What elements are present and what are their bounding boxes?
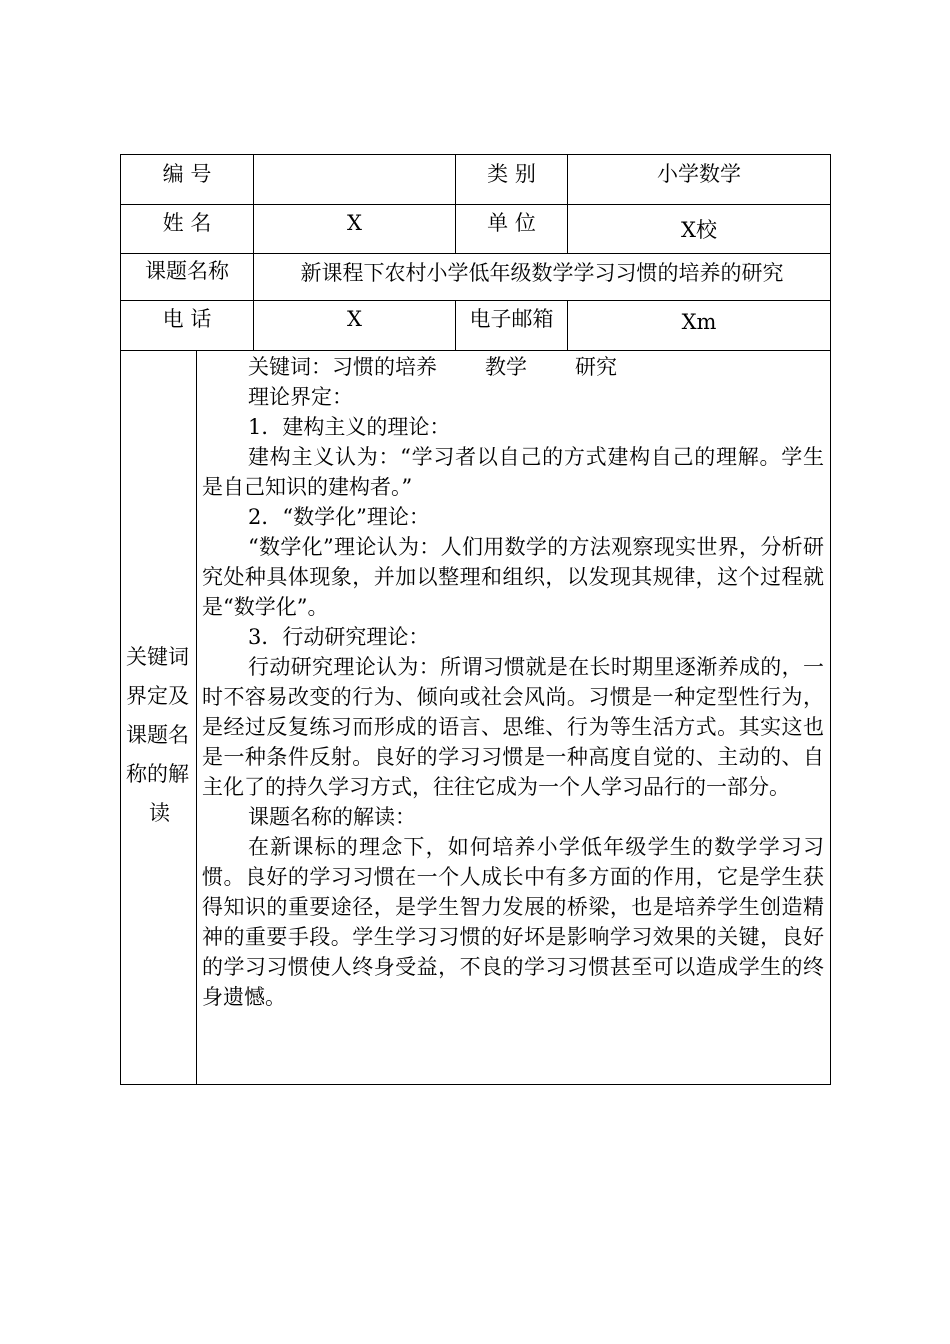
phone-value (254, 303, 455, 335)
section-label-line: 读 (149, 801, 170, 825)
table-border-left (120, 154, 121, 1085)
interpretation-heading: 课题名称的解读： (248, 805, 416, 829)
label-unit (456, 207, 567, 239)
section-label-line: 称的解 (126, 762, 189, 786)
label-category (456, 158, 567, 190)
label-phone-text: 电 话 (162, 306, 212, 331)
table-col-divider (196, 350, 197, 1085)
label-topic (121, 255, 253, 287)
math-paragraph: “数学化”理论认为：人们用数学的方法观察现实世界，分析研究处种具体现象，并加以整理和组织，以发现其规律，这个过程就是“数学化”。 (202, 535, 824, 619)
email-value (568, 306, 830, 338)
constructivism-paragraph: 建构主义认为：“学习者以自己的方式建构自己的理解。学生是自己知识的建构者。” (202, 445, 824, 499)
label-topic-text: 课题名称 (145, 258, 229, 283)
phone-value-text: X (347, 306, 362, 331)
section-label-line: 课题名 (126, 723, 189, 747)
interpretation-paragraph: 在新课标的理念下，如何培养小学低年级学生的数学学习习惯。良好的学习习惯在一个人成长中有多方面的作用，它是学生获得知识的重要途径，是学生智力发展的桥梁，也是培养学生创造精神的重要手段。学生学习习惯的好坏是影响学习效果的关键，良好的学习习惯使人终身受益，不良的学习习惯甚至可以造成学生的终身遗憾。 (202, 835, 824, 1009)
constructivism-heading: 1．建构主义的理论： (248, 415, 451, 439)
topic-value-text: 新课程下农村小学低年级数学学习习惯的培养的研究 (300, 260, 784, 285)
action-heading: 3．行动研究理论： (248, 625, 430, 649)
label-email (456, 303, 567, 335)
unit-value-text: X校 (681, 217, 717, 242)
theory-heading: 理论界定： (248, 385, 353, 409)
action-paragraph: 行动研究理论认为：所谓习惯就是在长时期里逐渐养成的，一时不容易改变的行为、倾向或社会风尚。习惯是一种定型性行为，是经过反复练习而形成的语言、思维、行为等生活方式。其实这也是一种条件反射。良好的学习习惯是一种高度自觉的、主动的、自主化了的持久学习方式，往往它成为一个人学习品行的一部分。 (202, 655, 824, 799)
label-name-text: 姓 名 (162, 210, 212, 235)
unit-value (568, 214, 830, 246)
table-row-divider (120, 350, 831, 351)
table-row-divider (120, 204, 831, 205)
section-content (202, 352, 824, 1012)
section-label-line: 界定及 (126, 684, 189, 708)
label-number-text: 编 号 (162, 161, 212, 186)
label-phone (121, 303, 253, 335)
keywords-label: 关键词：习惯的培养 (248, 355, 437, 379)
topic-value (254, 257, 830, 289)
keyword: 研究 (575, 355, 617, 379)
number-value (254, 158, 455, 190)
label-unit-text: 单 位 (487, 210, 536, 235)
email-value-text: Xm (681, 309, 717, 334)
label-name (121, 207, 253, 239)
section-label (122, 638, 194, 833)
table-row-divider (120, 253, 831, 254)
category-value-text: 小学数学 (657, 161, 741, 186)
table-row-divider (120, 300, 831, 301)
label-email-text: 电子邮箱 (469, 306, 554, 331)
table-border-right (830, 154, 831, 1085)
table-border-bottom (120, 1084, 831, 1085)
category-value (568, 158, 830, 190)
name-value (254, 207, 455, 239)
keywords-line (202, 352, 824, 382)
label-category-text: 类 别 (487, 161, 536, 186)
table-border-top (120, 154, 831, 155)
section-label-line: 关键词 (126, 645, 189, 669)
name-value-text: X (347, 210, 362, 235)
label-number (121, 158, 253, 190)
math-heading: 2．“数学化”理论： (248, 505, 430, 529)
keyword: 教学 (485, 355, 527, 379)
